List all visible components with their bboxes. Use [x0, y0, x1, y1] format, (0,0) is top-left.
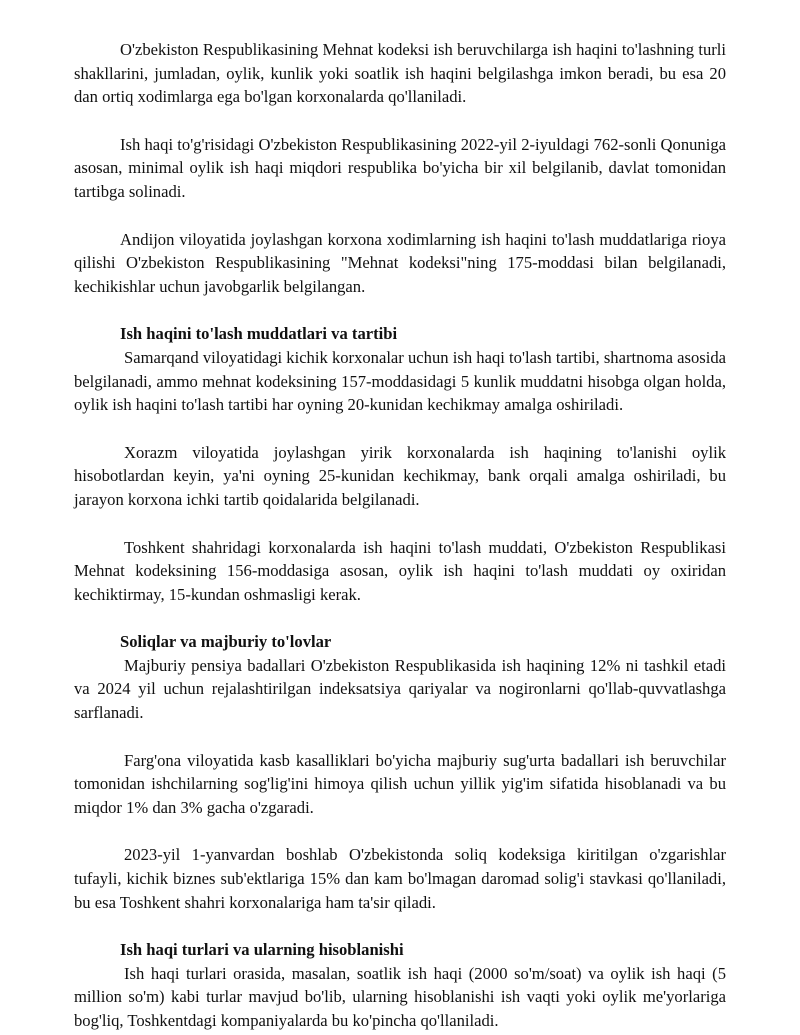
paragraph-gap — [74, 914, 726, 938]
intro-paragraph-1: O'zbekiston Respublikasining Mehnat kodeksi ish beruvchilarga ish haqini to'lashning turli shakllarini, jumladan, oylik, kunlik yoki soatlik ish haqini belgilashga imkon beradi, bu esa 20 dan ortiq xodimlarga ega bo'lgan korxonalarda qo'llaniladi. — [74, 40, 726, 107]
section1-paragraph-2: Xorazm viloyatida joylashgan yirik korxonalarda ish haqining to'lanishi oylik hisobotlardan keyin, ya'ni oyning 25-kunidan kechikmay, bank orqali amalga oshiriladi, bu jarayon korxona ichki tartib qoidalarida belgilanadi. — [74, 442, 726, 509]
intro-paragraph-2: Ish haqi to'g'risidagi O'zbekiston Respublikasining 2022-yil 2-iyuldagi 762-sonli Qonuniga asosan, minimal oylik ish haqi miqdori respublika bo'yicha bir xil belgilanib, davlat tomonidan tartibga solinadi. — [74, 134, 726, 201]
paragraph-gap — [74, 606, 726, 630]
section2-paragraph-2: Farg'ona viloyatida kasb kasalliklari bo'yicha majburiy sug'urta badallari ish beruvchilar tomonidan ishchilarning sog'lig'ini himoya qilish uchun yillik yig'im sifatida hisoblanadi va bu miqdor 1% dan 3% gacha o'zgaradi. — [74, 750, 726, 817]
section2-paragraph-3: 2023-yil 1-yanvardan boshlab O'zbekistonda soliq kodeksiga kiritilgan o'zgarishlar tufayli, kichik biznes sub'ektlariga 15% dan kam bo'lmagan daromad solig'i stavkasi qo'llaniladi, bu esa Toshkent shahri korxonalariga ham ta'sir qiladi. — [74, 845, 726, 912]
paragraph-gap — [74, 204, 726, 228]
paragraph-gap — [74, 109, 726, 133]
paragraph-gap — [74, 512, 726, 536]
paragraph-gap — [74, 725, 726, 749]
section1-paragraph-1: Samarqand viloyatidagi kichik korxonalar uchun ish haqi to'lash tartibi, shartnoma asosida belgilanadi, ammo mehnat kodeksining 157-moddasidagi 5 kunlik muddatni hisobga olgan holda, oylik ish haqini to'lash tartibi har oyning 20-kunidan kechikmay amalga oshiriladi. — [74, 347, 726, 415]
paragraph-gap — [74, 298, 726, 322]
section-heading-taxes: Soliqlar va majburiy to'lovlar — [120, 632, 332, 652]
section3-paragraph-1: Ish haqi turlari orasida, masalan, soatlik ish haqi (2000 so'm/soat) va oylik ish haqi (5 million so'm) kabi turlar mavjud bo'lib, ularning hisoblanishi ish vaqti yoki oylik me'yorlariga bog'liq, Toshkentdagi kompaniyalarda bu ko'pincha qo'llaniladi. — [74, 963, 726, 1030]
section2-paragraph-1: Majburiy pensiya badallari O'zbekiston Respublikasida ish haqining 12% ni tashkil etadi va 2024 yil uchun rejalashtirilgan indeksatsiya qariyalar va nogironlarni qo'llab-quvvatlashga sarflanadi. — [74, 655, 726, 723]
section1-paragraph-3: Toshkent shahridagi korxonalarda ish haqini to'lash muddati, O'zbekiston Respublikasi Mehnat kodeksining 156-moddasiga asosan, oylik ish haqini to'lash muddati oy oxiridan kechiktirmay, 15-kundan oshmasligi kerak. — [74, 537, 726, 604]
paragraph-gap — [74, 417, 726, 441]
section-heading-payment-terms: Ish haqini to'lash muddatlari va tartibi — [120, 324, 398, 344]
intro-paragraph-3: Andijon viloyatida joylashgan korxona xodimlarning ish haqini to'lash muddatlariga rioya qilishi O'zbekiston Respublikasining "Mehnat kodeksi"ning 175-moddasi bilan belgilanadi, kechikishlar uchun javobgarlik belgilangan. — [74, 229, 726, 296]
section-heading-wage-types: Ish haqi turlari va ularning hisoblanishi — [120, 940, 404, 960]
document-page — [74, 38, 726, 1033]
paragraph-gap — [74, 819, 726, 843]
